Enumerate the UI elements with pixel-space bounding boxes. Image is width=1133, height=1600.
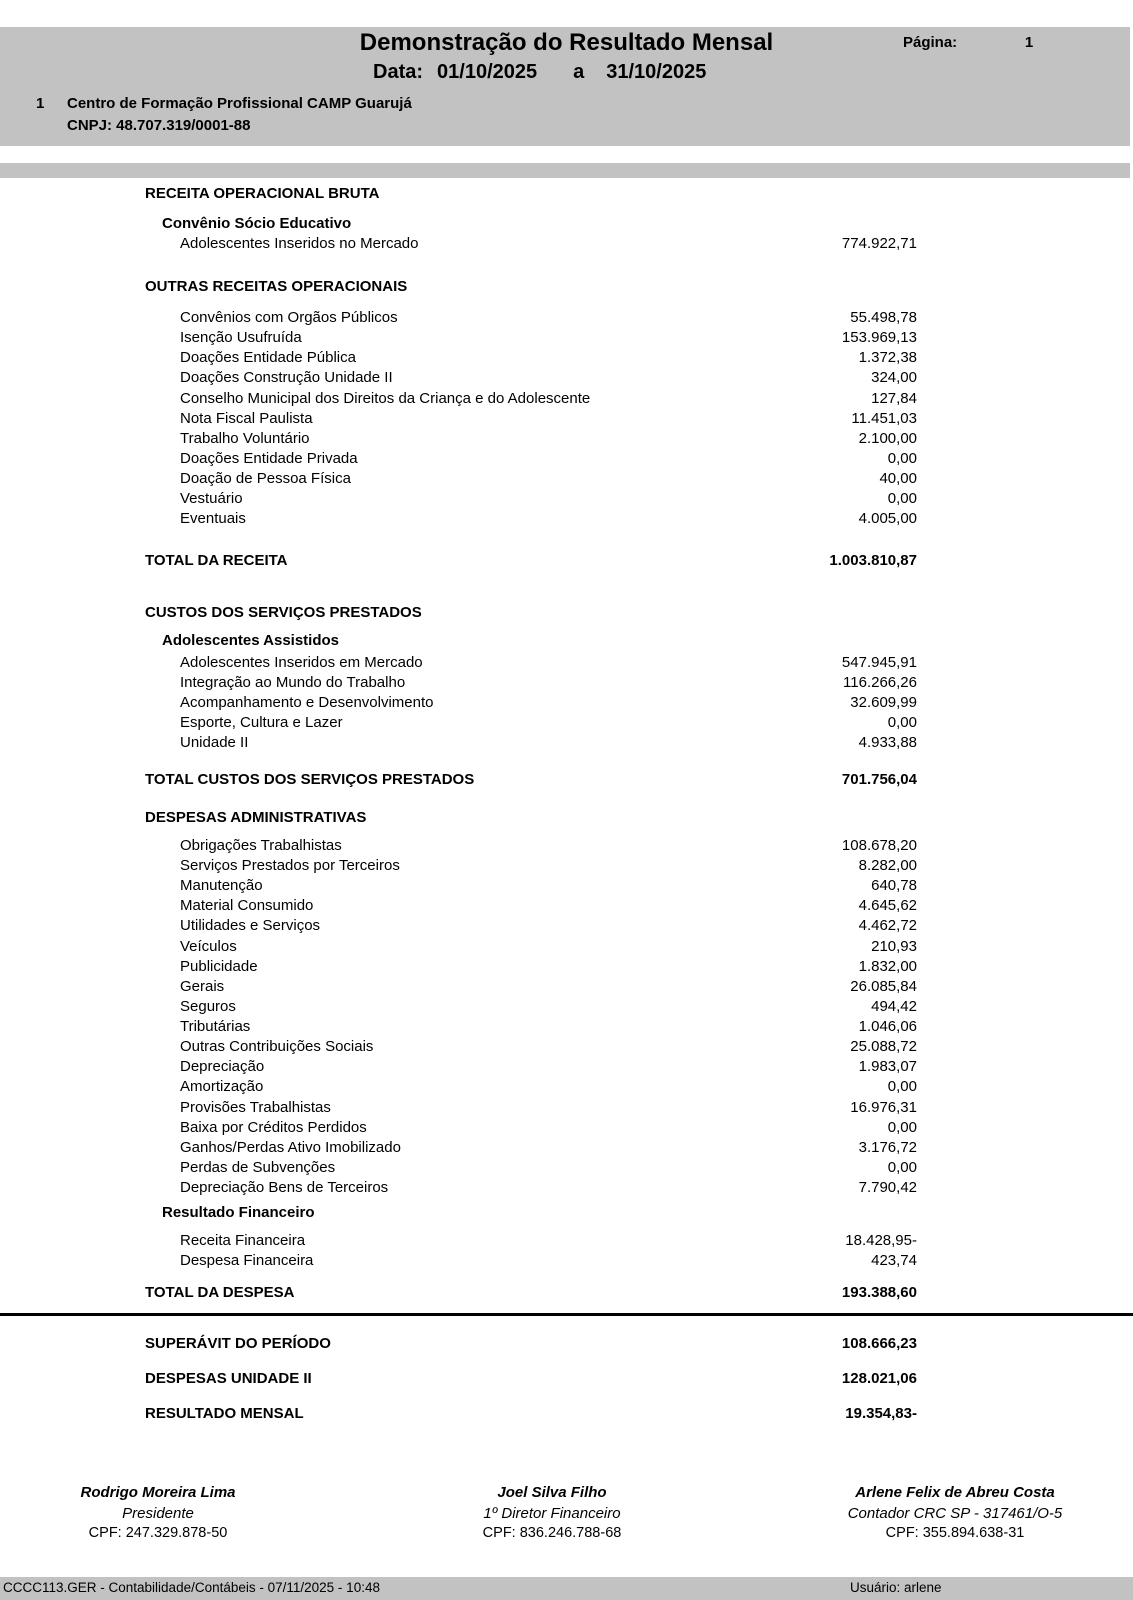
row-value: 0,00 [887, 1078, 917, 1095]
row-value: 0,00 [887, 490, 917, 507]
row-label: Amortização [180, 1078, 264, 1095]
row-label: Doações Entidade Privada [180, 450, 358, 467]
row-value: 1.832,00 [858, 958, 917, 975]
report-row [0, 1404, 1133, 1423]
report-row [0, 1017, 1133, 1036]
report-row [0, 429, 1133, 448]
row-label: Doações Construção Unidade II [180, 369, 393, 386]
row-label: Eventuais [180, 510, 246, 527]
row-label: Manutenção [180, 877, 263, 894]
row-value: 0,00 [887, 450, 917, 467]
row-label: Despesa Financeira [180, 1252, 314, 1269]
row-label: Serviços Prestados por Terceiros [180, 857, 400, 874]
row-value: 3.176,72 [858, 1139, 917, 1156]
report-row [0, 389, 1133, 408]
row-value: 116.266,26 [843, 674, 917, 691]
row-label: Gerais [180, 978, 225, 995]
divider-line [0, 1313, 1133, 1316]
report-row [0, 977, 1133, 996]
signer-role: Contador CRC SP - 317461/O-5 [847, 1505, 1063, 1522]
report-row [0, 1098, 1133, 1117]
report-row [0, 713, 1133, 732]
report-row [0, 1369, 1133, 1388]
report-row [0, 770, 1133, 789]
report-row [0, 1077, 1133, 1096]
row-value: 19.354,83- [845, 1405, 917, 1422]
report-row [0, 308, 1133, 327]
report-row [0, 836, 1133, 855]
date-range [373, 61, 706, 84]
row-label: Material Consumido [180, 897, 314, 914]
row-label: Publicidade [180, 958, 258, 975]
row-value: 547.945,91 [841, 654, 917, 671]
row-value: 108.678,20 [841, 837, 917, 854]
report-row [0, 1158, 1133, 1177]
report-row [0, 1057, 1133, 1076]
row-label: TOTAL CUSTOS DOS SERVIÇOS PRESTADOS [145, 771, 475, 788]
row-label: Tributárias [180, 1018, 251, 1035]
report-row [0, 603, 1133, 622]
signer-cpf: CPF: 836.246.788-68 [482, 1525, 622, 1541]
row-value: 1.372,38 [858, 349, 917, 366]
row-label: Depreciação Bens de Terceiros [180, 1179, 389, 1196]
report-row [0, 348, 1133, 367]
row-label: Integração ao Mundo do Trabalho [180, 674, 406, 691]
report-row [0, 916, 1133, 935]
report-row [0, 693, 1133, 712]
row-label: DESPESAS UNIDADE II [145, 1370, 312, 1387]
row-label: Receita Financeira [180, 1232, 306, 1249]
report-row [0, 214, 1133, 233]
report-row [0, 184, 1133, 203]
row-label: Outras Contribuições Sociais [180, 1038, 374, 1055]
report-row [0, 1203, 1133, 1222]
row-value: 26.085,84 [850, 978, 917, 995]
report-row [0, 368, 1133, 387]
report-row [0, 509, 1133, 528]
row-value: 4.645,62 [858, 897, 917, 914]
row-label: Conselho Municipal dos Direitos da Criança e do Adolescente [180, 390, 591, 407]
report-row [0, 876, 1133, 895]
row-label: Provisões Trabalhistas [180, 1099, 331, 1116]
row-label: Obrigações Trabalhistas [180, 837, 342, 854]
row-label: TOTAL DA DESPESA [145, 1284, 295, 1301]
signer-name: Arlene Felix de Abreu Costa [855, 1484, 1055, 1501]
signer-cpf: CPF: 247.329.878-50 [88, 1525, 228, 1541]
row-value: 0,00 [887, 714, 917, 731]
row-value: 40,00 [879, 470, 917, 487]
row-label: Convênio Sócio Educativo [162, 215, 352, 232]
report-row [0, 733, 1133, 752]
footer-report-id: CCCC113.GER - Contabilidade/Contábeis - 07/11/2025 - 10:48 [3, 1580, 380, 1595]
row-value: 18.428,95- [845, 1232, 917, 1249]
row-value: 32.609,99 [850, 694, 917, 711]
row-value: 16.976,31 [850, 1099, 917, 1116]
row-label: Convênios com Orgãos Públicos [180, 309, 398, 326]
row-value: 11.451,03 [851, 410, 917, 427]
report-row [0, 551, 1133, 570]
report-row [0, 937, 1133, 956]
report-row [0, 673, 1133, 692]
report-row [0, 957, 1133, 976]
report-row [0, 856, 1133, 875]
page-number: 1 [1024, 34, 1034, 51]
row-label: Trabalho Voluntário [180, 430, 310, 447]
row-label: RECEITA OPERACIONAL BRUTA [145, 185, 380, 202]
entity-index: 1 [36, 95, 45, 112]
row-label: Baixa por Créditos Perdidos [180, 1119, 367, 1136]
row-label: Utilidades e Serviços [180, 917, 321, 934]
row-label: TOTAL DA RECEITA [145, 552, 288, 569]
report-row [0, 1334, 1133, 1353]
row-value: 7.790,42 [858, 1179, 917, 1196]
report-row [0, 896, 1133, 915]
row-value: 4.462,72 [858, 917, 917, 934]
report-row [0, 1283, 1133, 1302]
row-label: OUTRAS RECEITAS OPERACIONAIS [145, 278, 408, 295]
row-value: 55.498,78 [850, 309, 917, 326]
report-row [0, 1178, 1133, 1197]
row-label: Resultado Financeiro [162, 1204, 315, 1221]
date-start: 01/10/2025 [437, 61, 538, 83]
row-label: SUPERÁVIT DO PERÍODO [145, 1335, 331, 1352]
signer-name: Joel Silva Filho [497, 1484, 607, 1501]
signer-role: Presidente [122, 1505, 194, 1522]
row-label: Isenção Usufruída [180, 329, 302, 346]
row-value: 774.922,71 [841, 235, 917, 252]
footer-user: Usuário: arlene [850, 1580, 942, 1595]
row-value: 1.046,06 [858, 1018, 917, 1035]
row-value: 701.756,04 [841, 771, 917, 788]
row-value: 153.969,13 [841, 329, 917, 346]
entity-name: Centro de Formação Profissional CAMP Guarujá [67, 95, 412, 112]
row-value: 1.003.810,87 [829, 552, 917, 569]
row-value: 0,00 [887, 1119, 917, 1136]
report-row [0, 1251, 1133, 1270]
report-row [0, 631, 1133, 650]
row-label: Unidade II [180, 734, 249, 751]
row-label: Nota Fiscal Paulista [180, 410, 313, 427]
row-label: Adolescentes Inseridos em Mercado [180, 654, 423, 671]
row-value: 494,42 [871, 998, 917, 1015]
report-row [0, 328, 1133, 347]
row-label: Adolescentes Inseridos no Mercado [180, 235, 419, 252]
date-connector: a [573, 61, 585, 83]
report-row [0, 653, 1133, 672]
row-label: Veículos [180, 938, 237, 955]
row-value: 0,00 [887, 1159, 917, 1176]
report-row [0, 234, 1133, 253]
page-label: Página: [903, 34, 958, 51]
row-value: 423,74 [871, 1252, 917, 1269]
date-end: 31/10/2025 [606, 61, 707, 83]
row-value: 2.100,00 [858, 430, 917, 447]
row-label: Acompanhamento e Desenvolvimento [180, 694, 434, 711]
row-value: 324,00 [871, 369, 917, 386]
row-value: 25.088,72 [850, 1038, 917, 1055]
row-value: 8.282,00 [858, 857, 917, 874]
report-row [0, 1118, 1133, 1137]
row-label: Perdas de Subvenções [180, 1159, 336, 1176]
row-label: Depreciação [180, 1058, 265, 1075]
report-row [0, 449, 1133, 468]
row-label: DESPESAS ADMINISTRATIVAS [145, 809, 367, 826]
report-row [0, 489, 1133, 508]
report-row [0, 409, 1133, 428]
signer-name: Rodrigo Moreira Lima [80, 1484, 236, 1501]
row-label: CUSTOS DOS SERVIÇOS PRESTADOS [145, 604, 422, 621]
row-value: 128.021,06 [841, 1370, 917, 1387]
report-row [0, 808, 1133, 827]
report-row [0, 1037, 1133, 1056]
signer-cpf: CPF: 355.894.638-31 [885, 1525, 1025, 1541]
row-value: 108.666,23 [841, 1335, 917, 1352]
row-value: 210,93 [871, 938, 917, 955]
report-row [0, 277, 1133, 296]
row-label: Seguros [180, 998, 236, 1015]
row-value: 4.005,00 [858, 510, 917, 527]
report-row [0, 469, 1133, 488]
report-row [0, 997, 1133, 1016]
row-value: 4.933,88 [858, 734, 917, 751]
report-row [0, 1138, 1133, 1157]
page-title: Demonstração do Resultado Mensal [359, 29, 774, 56]
row-value: 127,84 [871, 390, 917, 407]
row-label: Vestuário [180, 490, 243, 507]
report-row [0, 1231, 1133, 1250]
row-value: 640,78 [871, 877, 917, 894]
row-value: 193.388,60 [841, 1284, 917, 1301]
separator-band [0, 163, 1130, 178]
date-label: Data: [373, 61, 424, 83]
row-value: 1.983,07 [858, 1058, 917, 1075]
row-label: Doação de Pessoa Física [180, 470, 351, 487]
row-label: Esporte, Cultura e Lazer [180, 714, 343, 731]
row-label: Adolescentes Assistidos [162, 632, 340, 649]
row-label: RESULTADO MENSAL [145, 1405, 304, 1422]
row-label: Doações Entidade Pública [180, 349, 356, 366]
entity-cnpj: CNPJ: 48.707.319/0001-88 [67, 117, 251, 134]
footer-bar [0, 1577, 1133, 1600]
signer-role: 1º Diretor Financeiro [483, 1505, 621, 1522]
row-label: Ganhos/Perdas Ativo Imobilizado [180, 1139, 401, 1156]
